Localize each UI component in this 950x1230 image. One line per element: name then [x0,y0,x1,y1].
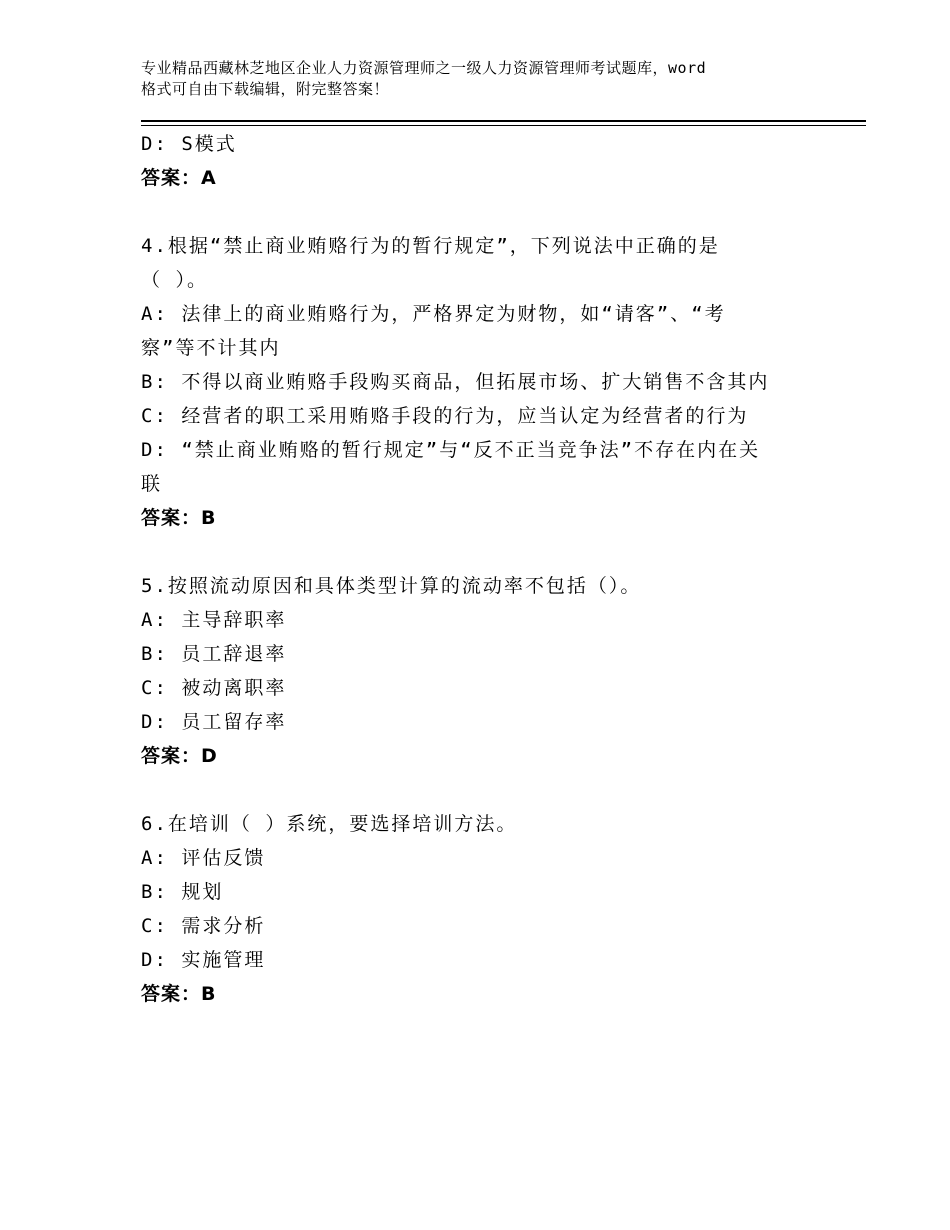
q5-option-b: B: 员工辞退率 [141,643,287,665]
q5-option-c: C: 被动离职率 [141,677,287,699]
q3-option-d: D: S模式 [141,133,237,155]
q4-stem-line-2: （ ）。 [141,269,208,291]
q4-option-d-line-2: 联 [141,473,163,495]
question-4 [141,229,821,535]
question-5 [141,569,821,773]
q5-option-a: A: 主导辞职率 [141,609,287,631]
spacer [141,195,821,229]
question-content [141,127,821,1011]
question-6 [141,807,821,1011]
spacer [141,535,821,569]
q6-option-a: A: 评估反馈 [141,847,266,869]
q6-option-c: C: 需求分析 [141,915,266,937]
header-divider-thick [141,120,866,122]
page-header [141,58,831,100]
q6-option-b: B: 规划 [141,881,224,903]
q3-answer: 答案：A [141,167,217,189]
q4-option-d-line-1: D: “禁止商业贿赂的暂行规定”与“反不正当竞争法”不存在内在关 [141,439,761,461]
q5-option-d: D: 员工留存率 [141,711,287,733]
header-title-line-2: 格式可自由下载编辑，附完整答案！ [141,80,390,98]
question-3-tail [141,127,821,195]
q4-answer: 答案：B [141,507,217,529]
q5-stem: 5.按照流动原因和具体类型计算的流动率不包括（）。 [141,575,642,597]
q4-option-b: B: 不得以商业贿赂手段购买商品，但拓展市场、扩大销售不含其内 [141,371,770,393]
q4-option-c: C: 经营者的职工采用贿赂手段的行为，应当认定为经营者的行为 [141,405,749,427]
header-title-line-1: 专业精品西藏林芝地区企业人力资源管理师之一级人力资源管理师考试题库，word [141,59,707,77]
q5-answer: 答案：D [141,745,218,767]
q4-option-a-line-1: A: 法律上的商业贿赂行为，严格界定为财物，如“请客”、“考 [141,303,726,325]
q4-stem-line-1: 4.根据“禁止商业贿赂行为的暂行规定”，下列说法中正确的是 [141,235,720,257]
q4-option-a-line-2: 察”等不计其内 [141,337,281,359]
header-divider-thin [141,125,866,126]
q6-stem: 6.在培训（ ）系统，要选择培训方法。 [141,813,518,835]
q6-option-d: D: 实施管理 [141,949,266,971]
q6-answer: 答案：B [141,983,217,1005]
spacer [141,773,821,807]
